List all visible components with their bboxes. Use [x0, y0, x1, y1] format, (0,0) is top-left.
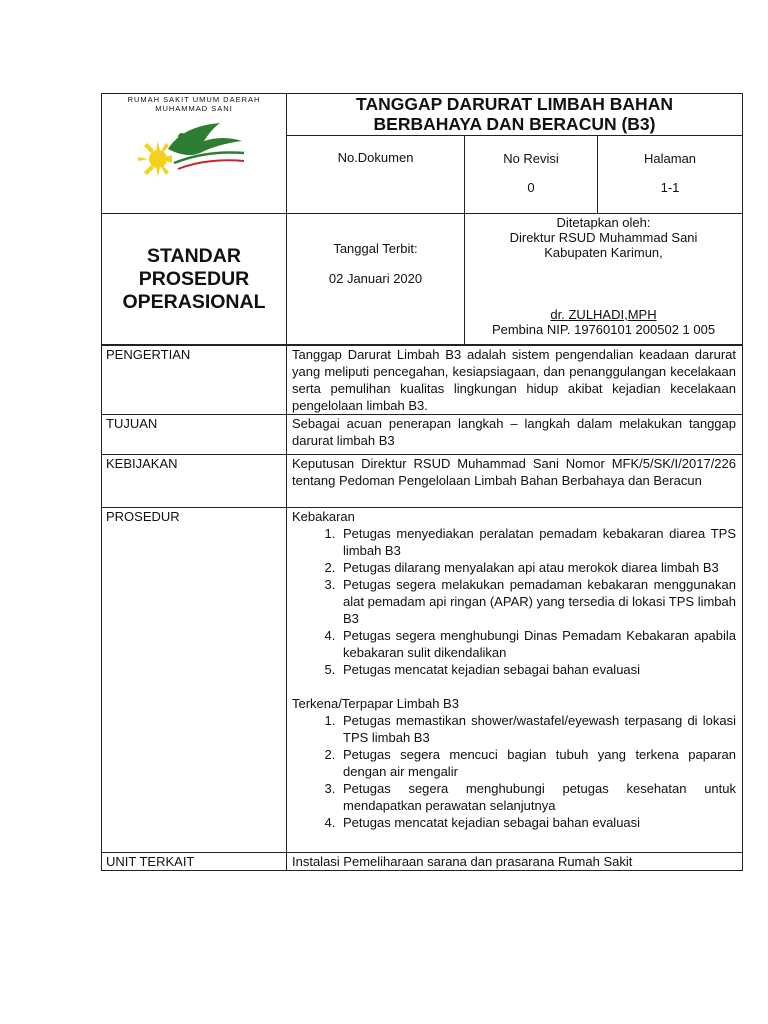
list-item: 2. Petugas segera mencuci bagian tubuh yang terkena paparan dengan air mengalir	[339, 746, 736, 780]
tujuan-text: Sebagai acuan penerapan langkah – langkah dalam melakukan tanggap darurat limbah B3	[287, 415, 743, 455]
sop-line3: OPERASIONAL	[122, 290, 266, 313]
row-tujuan	[102, 415, 743, 455]
ditetapkan-label: Ditetapkan oleh:	[556, 215, 651, 230]
list-item: 3. Petugas segera menghubungi petugas kesehatan untuk mendapatkan perawatan selanjutnya	[339, 780, 736, 814]
no-dokumen-label: No.Dokumen	[337, 150, 414, 165]
sop-document	[101, 93, 742, 871]
kebijakan-text: Keputusan Direktur RSUD Muhammad Sani Nomor MFK/5/SK/I/2017/226 tentang Pedoman Pengelolaan Limbah Bahan Berbahaya dan Beracun	[287, 455, 743, 508]
signer-nip: Pembina NIP. 19760101 200502 1 005	[491, 322, 716, 337]
row-unit-terkait	[102, 853, 743, 871]
row-prosedur	[102, 508, 743, 853]
halaman-label: Halaman	[644, 151, 697, 166]
header-table	[101, 93, 743, 345]
ditetapkan-position: Direktur RSUD Muhammad Sani	[509, 230, 698, 245]
tujuan-label: TUJUAN	[102, 415, 287, 455]
halaman-value: 1-1	[660, 180, 680, 195]
no-revisi-label: No Revisi	[503, 151, 559, 166]
unit-terkait-label: UNIT TERKAIT	[102, 853, 287, 871]
list-item: 1. Petugas memastikan shower/wastafel/eyewash terpasang di lokasi TPS limbah B3	[339, 712, 736, 746]
hospital-cell	[102, 94, 287, 214]
document-title	[287, 94, 743, 136]
list-item: 4. Petugas segera menghubungi Dinas Pemadam Kebakaran apabila kebakaran sulit dikendalikan	[339, 627, 736, 661]
pengertian-text: Tanggap Darurat Limbah B3 adalah sistem pengendalian keadaan darurat yang meliputi pencegahan, kesiapsiagaan, dan penanggulangan kecelakaan serta pemulihan kualitas lingkungan hidup akibat kejadian kecelakaan pengelolaan limbah B3.	[287, 346, 743, 415]
tanggal-cell	[287, 214, 465, 345]
halaman-cell	[598, 136, 743, 214]
no-revisi-value: 0	[527, 180, 535, 195]
terkena-heading: Terkena/Terpapar Limbah B3	[292, 696, 459, 711]
list-item: 2. Petugas dilarang menyalakan api atau merokok diarea limbah B3	[339, 559, 736, 576]
ditetapkan-cell	[465, 214, 743, 345]
title-line2: BERBAHAYA DAN BERACUN (B3)	[373, 114, 656, 134]
no-revisi-cell	[465, 136, 598, 214]
kebijakan-label: KEBIJAKAN	[102, 455, 287, 508]
terkena-list	[292, 712, 736, 831]
title-line1: TANGGAP DARURAT LIMBAH BAHAN	[356, 94, 673, 114]
list-item: 4. Petugas mencatat kejadian sebagai bahan evaluasi	[339, 814, 736, 831]
no-dokumen-cell	[287, 136, 465, 214]
list-item: 3. Petugas segera melakukan pemadaman kebakaran menggunakan alat pemadam api ringan (APAR) yang tersedia di lokasi TPS limbah B3	[339, 576, 736, 627]
prosedur-label: PROSEDUR	[102, 508, 287, 853]
prosedur-content	[287, 508, 743, 853]
kebakaran-heading: Kebakaran	[292, 509, 355, 524]
sop-title	[102, 214, 287, 345]
ditetapkan-region: Kabupaten Karimun,	[544, 245, 663, 260]
list-item: 1. Petugas menyediakan peralatan pemadam kebakaran diarea TPS limbah B3	[339, 525, 736, 559]
hospital-name-line2: MUHAMMAD SANI	[155, 104, 233, 113]
pengertian-label: PENGERTIAN	[102, 346, 287, 415]
sop-line1: STANDAR	[147, 244, 241, 267]
content-table	[101, 345, 743, 871]
kebakaran-list	[292, 525, 736, 678]
hospital-name-line1: RUMAH SAKIT UMUM DAERAH	[127, 95, 261, 104]
row-pengertian	[102, 346, 743, 415]
hospital-name	[102, 95, 286, 113]
sop-line2: PROSEDUR	[138, 267, 250, 290]
list-item: 5. Petugas mencatat kejadian sebagai bahan evaluasi	[339, 661, 736, 678]
tanggal-value: 02 Januari 2020	[328, 271, 423, 286]
unit-terkait-text: Instalasi Pemeliharaan sarana dan prasarana Rumah Sakit	[287, 853, 743, 871]
tanggal-label: Tanggal Terbit:	[333, 241, 418, 256]
hospital-logo-icon	[138, 119, 248, 185]
signer-name: dr. ZULHADI,MPH	[550, 307, 657, 322]
row-kebijakan	[102, 455, 743, 508]
